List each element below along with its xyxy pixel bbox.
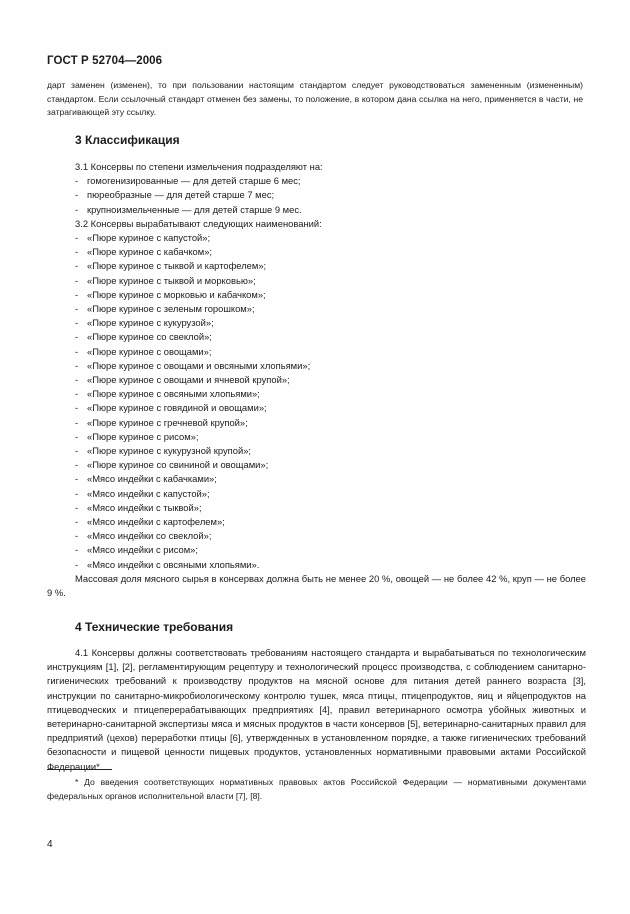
list-item-text: «Пюре куриное со свеклой»; bbox=[87, 331, 212, 343]
list-item-text: «Пюре куриное с гречневой крупой»; bbox=[87, 416, 248, 428]
page-number: 4 bbox=[47, 839, 53, 850]
list-item bbox=[47, 274, 586, 288]
section-4-title: 4 Технические требования bbox=[75, 620, 234, 634]
dash-bullet-icon: - bbox=[75, 260, 79, 272]
clause-4-1: 4.1 Консервы должны соответствовать требованиям настоящего стандарта и вырабатываться по технологическим инструкциям [1], [2], регламентирующим рецептуру и технологический процесс производства, с соблюдением санитарно-гигиенических требований к производству продуктов на мясной основе для питания детей раннего возраста [3], инструкции по санитарно-микробиологическому контролю тушек, мяса птицы, птицепродуктов, яиц и яйцепродуктов на птицеводческих и птицеперерабатывающих предприятиях [4], правил ветеринарного осмотра убойных животных и ветеринарно-санитарной экспертизы мяса и мясных продуктов в части консервов [5], ветеринарно-санитарных правил для предприятий (цехов) переработки птицы [6], утвержденных в установленном порядке, а также гигиенических требований безопасности и пищевой ценности пищевых продуктов, установленных нормативными правовыми актами Российской Федерации*. bbox=[47, 647, 586, 772]
dash-bullet-icon: - bbox=[75, 558, 79, 570]
dash-bullet-icon: - bbox=[75, 445, 79, 457]
list-item-text: «Пюре куриное с тыквой и картофелем»; bbox=[87, 260, 267, 272]
clause-3-2: 3.2 Консервы вырабатывают следующих наименований: bbox=[75, 217, 322, 229]
list-item-text: «Пюре куриное с капустой»; bbox=[87, 232, 211, 244]
dash-bullet-icon: - bbox=[75, 374, 79, 386]
list-item-text: «Пюре куриное с овощами и овсяными хлопьями»; bbox=[87, 359, 311, 371]
list-item bbox=[47, 472, 586, 486]
dash-bullet-icon: - bbox=[75, 331, 79, 343]
list-item-text: «Пюре куриное с зеленым горошком»; bbox=[87, 303, 255, 315]
list-item-text: гомогенизированные — для детей старше 6 мес; bbox=[87, 175, 301, 187]
list-item-text: «Пюре куриное с овощами и ячневой крупой»; bbox=[87, 374, 290, 386]
section-3-body bbox=[47, 160, 586, 600]
dash-bullet-icon: - bbox=[75, 501, 79, 513]
list-item bbox=[47, 330, 586, 344]
dash-bullet-icon: - bbox=[75, 544, 79, 556]
list-item bbox=[47, 558, 586, 572]
dash-bullet-icon: - bbox=[75, 430, 79, 442]
list-item-text: «Пюре куриное с кабачком»; bbox=[87, 246, 213, 258]
list-item-text: пюреобразные — для детей старше 7 мес; bbox=[87, 189, 275, 201]
list-item bbox=[47, 515, 586, 529]
dash-bullet-icon: - bbox=[75, 416, 79, 428]
product-names-list bbox=[47, 231, 586, 572]
dash-bullet-icon: - bbox=[75, 274, 79, 286]
section-3-title: 3 Классификация bbox=[75, 133, 180, 147]
dash-bullet-icon: - bbox=[75, 345, 79, 357]
dash-bullet-icon: - bbox=[75, 459, 79, 471]
list-item bbox=[47, 401, 586, 415]
list-item-text: «Мясо индейки с картофелем»; bbox=[87, 516, 225, 528]
dash-bullet-icon: - bbox=[75, 388, 79, 400]
clause-3-1: 3.1 Консервы по степени измельчения подразделяют на: bbox=[75, 161, 323, 172]
list-item-text: «Мясо индейки с тыквой»; bbox=[87, 501, 202, 513]
list-item bbox=[47, 245, 586, 259]
list-item-text: «Пюре куриное с кукурузной крупой»; bbox=[87, 445, 252, 457]
list-item-text: крупноизмельченные — для детей старше 9 мес. bbox=[87, 203, 302, 215]
list-item bbox=[47, 373, 586, 387]
dash-bullet-icon: - bbox=[75, 303, 79, 315]
list-item bbox=[47, 174, 586, 188]
list-item bbox=[47, 444, 586, 458]
list-item bbox=[47, 259, 586, 273]
list-item bbox=[47, 529, 586, 543]
list-item-text: «Пюре куриное со свининой и овощами»; bbox=[87, 459, 269, 471]
list-item bbox=[47, 188, 586, 202]
standard-code-header: ГОСТ Р 52704—2006 bbox=[47, 55, 163, 67]
dash-bullet-icon: - bbox=[75, 487, 79, 499]
list-item-text: «Пюре куриное с рисом»; bbox=[87, 430, 199, 442]
list-item bbox=[47, 430, 586, 444]
list-item bbox=[47, 345, 586, 359]
dash-bullet-icon: - bbox=[75, 473, 79, 485]
list-item bbox=[47, 231, 586, 245]
list-item-text: «Пюре куриное с морковью и кабачком»; bbox=[87, 288, 266, 300]
list-item bbox=[47, 288, 586, 302]
list-item-text: «Пюре куриное с говядиной и овощами»; bbox=[87, 402, 267, 414]
dash-bullet-icon: - bbox=[75, 189, 79, 201]
dash-bullet-icon: - bbox=[75, 203, 79, 215]
list-item bbox=[47, 203, 586, 217]
list-item bbox=[47, 416, 586, 430]
list-item bbox=[47, 501, 586, 515]
list-item-text: «Мясо индейки с капустой»; bbox=[87, 487, 210, 499]
list-item-text: «Мясо индейки с рисом»; bbox=[87, 544, 199, 556]
list-item bbox=[47, 302, 586, 316]
dash-bullet-icon: - bbox=[75, 232, 79, 244]
mass-fraction-text: Массовая доля мясного сырья в консервах должна быть не менее 20 %, овощей — не более 42 %, круп — не более 9 %. bbox=[47, 572, 586, 599]
list-item-text: «Мясо индейки со свеклой»; bbox=[87, 530, 212, 542]
list-item-text: «Пюре куриное с овощами»; bbox=[87, 345, 212, 357]
list-item-text: «Мясо индейки с кабачками»; bbox=[87, 473, 217, 485]
grind-list bbox=[47, 174, 586, 217]
dash-bullet-icon: - bbox=[75, 317, 79, 329]
list-item bbox=[47, 543, 586, 557]
intro-text: дарт заменен (изменен), то при пользовании настоящим стандартом следует руководствоваться замененным (измененным) стандартом. Если ссылочный стандарт отменен без замены, то положение, в котором дана ссылка на него, применяется в части, не затрагивающей эту ссылку. bbox=[47, 80, 583, 117]
list-item-text: «Пюре куриное с овсяными хлопьями»; bbox=[87, 388, 260, 400]
dash-bullet-icon: - bbox=[75, 288, 79, 300]
dash-bullet-icon: - bbox=[75, 175, 79, 187]
section-4-body bbox=[47, 646, 586, 774]
dash-bullet-icon: - bbox=[75, 516, 79, 528]
dash-bullet-icon: - bbox=[75, 246, 79, 258]
list-item bbox=[47, 487, 586, 501]
list-item-text: «Пюре куриное с кукурузой»; bbox=[87, 317, 214, 329]
dash-bullet-icon: - bbox=[75, 359, 79, 371]
list-item bbox=[47, 458, 586, 472]
list-item-text: «Пюре куриное с тыквой и морковью»; bbox=[87, 274, 256, 286]
footnote: * До введения соответствующих нормативных правовых актов Российской Федерации — нормативными документами федеральных органов исполнительной власти [7], [8]. bbox=[47, 777, 586, 801]
list-item bbox=[47, 387, 586, 401]
footnote-divider bbox=[47, 769, 112, 770]
list-item bbox=[47, 316, 586, 330]
dash-bullet-icon: - bbox=[75, 530, 79, 542]
intro-paragraph bbox=[47, 79, 583, 120]
dash-bullet-icon: - bbox=[75, 402, 79, 414]
list-item-text: «Мясо индейки с овсяными хлопьями». bbox=[87, 558, 260, 570]
list-item bbox=[47, 359, 586, 373]
